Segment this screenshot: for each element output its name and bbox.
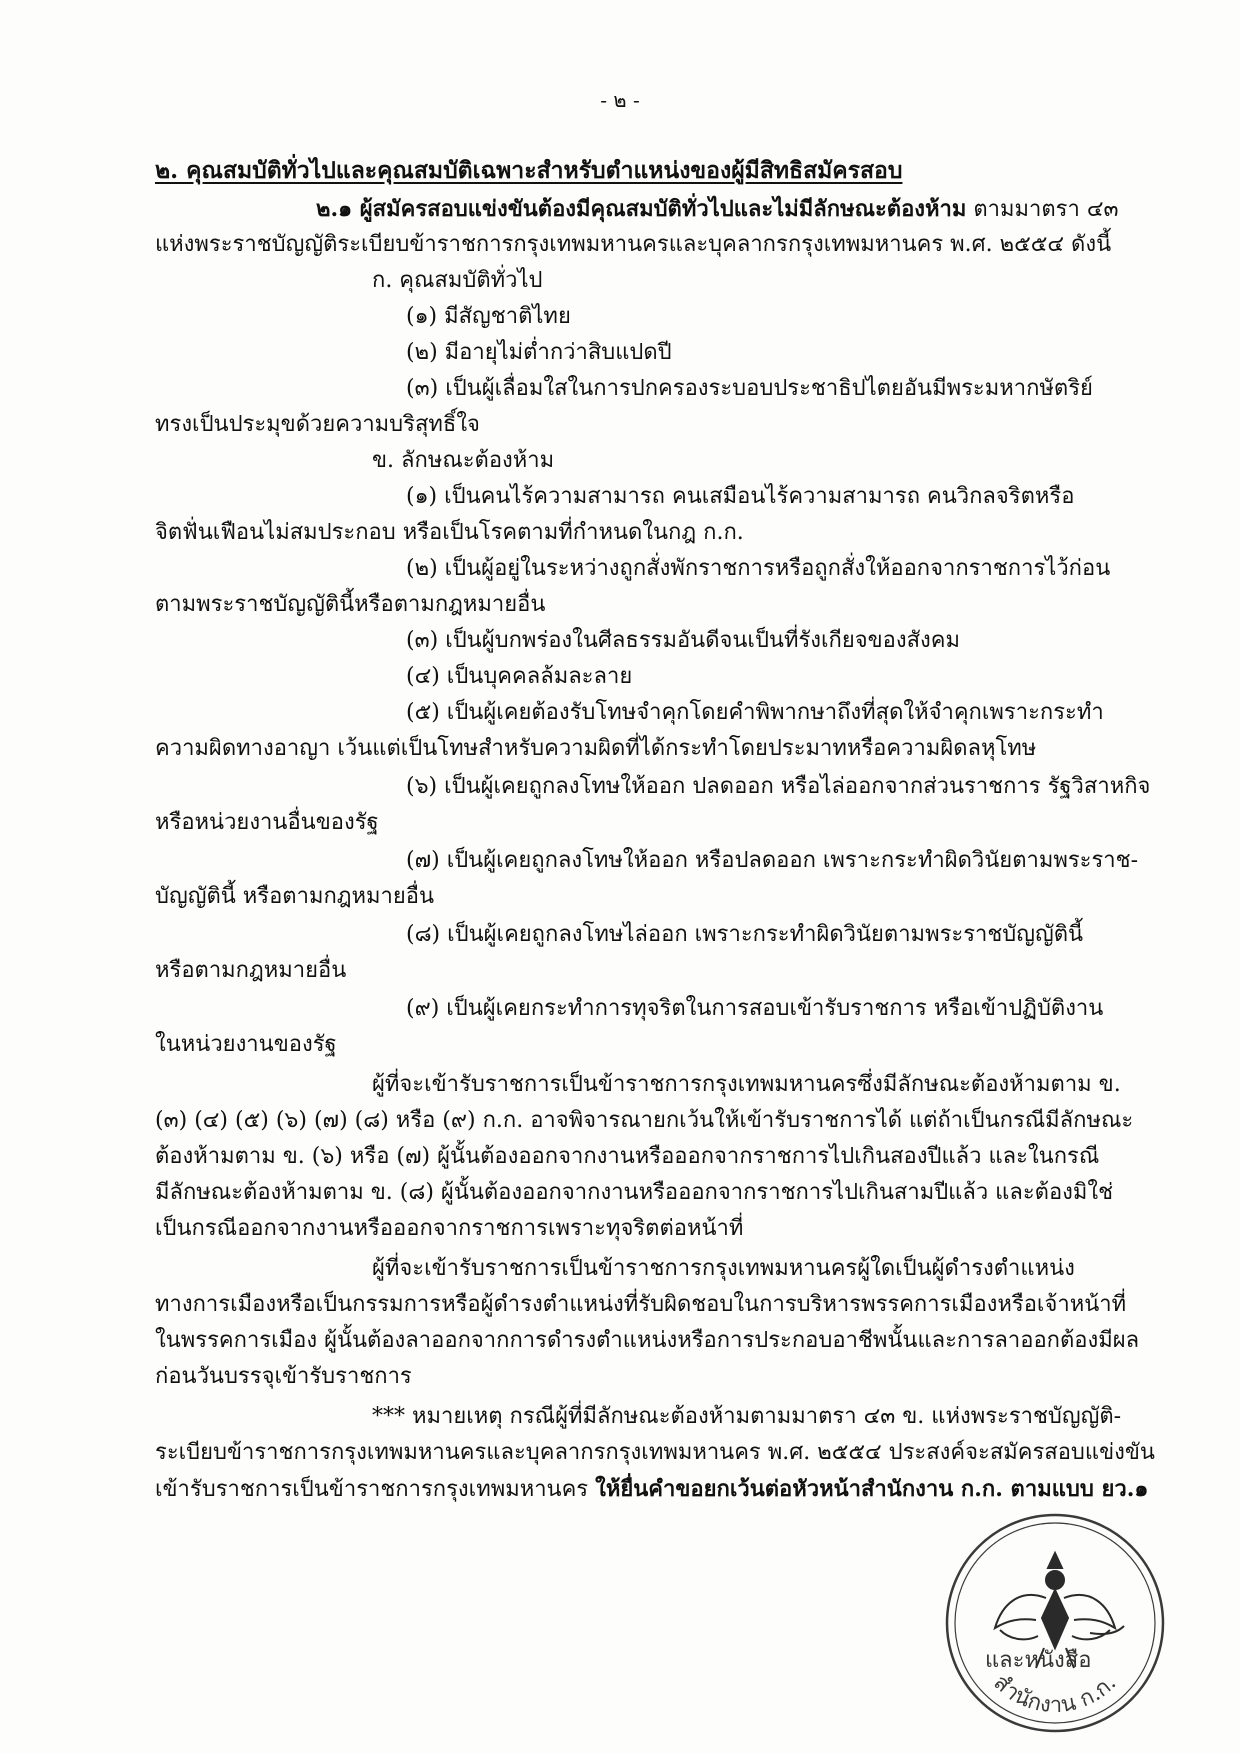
prohibited-item-1b: จิตฟั่นเฟือนไม่สมประกอบ หรือเป็นโรคตามที่กำหนดในกฎ ก.ก. [155,520,744,545]
prohibited-item-8a: (๘) เป็นผู้เคยถูกลงโทษไล่ออก เพราะกระทำผิดวินัยตามพระราชบัญญัตินี้ [406,922,1084,947]
prohibited-item-6b: หรือหน่วยงานอื่นของรัฐ [155,810,379,835]
section-2-1-line2: แห่งพระราชบัญญัติระเบียบข้าราชการกรุงเทพมหานครและบุคลากรกรุงเทพมหานคร พ.ศ. ๒๕๕๔ ดังนี้ [155,232,1112,257]
paragraph-2-line-1: ผู้ที่จะเข้ารับราชการเป็นข้าราชการกรุงเทพมหานครผู้ใดเป็นผู้ดำรงตำแหน่ง [372,1256,1075,1281]
paragraph-1-line-5: เป็นกรณีออกจากงานหรือออกจากราชการเพราะทุจริตต่อหน้าที่ [155,1216,744,1241]
page-number: - ๒ - [600,88,640,112]
prohibited-item-1a: (๑) เป็นคนไร้ความสามารถ คนเสมือนไร้ความสามารถ คนวิกลจริตหรือ [406,484,1075,509]
section-2-1-bold: ๒.๑ ผู้สมัครสอบแข่งขันต้องมีคุณสมบัติทั่วไปและไม่มีลักษณะต้องห้าม [316,196,967,222]
general-item-3: (๓) เป็นผู้เลื่อมใสในการปกครองระบอบประชาธิปไตยอันมีพระมหากษัตริย์ [406,376,1093,401]
note-line-3-normal: เข้ารับราชการเป็นข้าราชการกรุงเทพมหานคร [155,1477,596,1502]
paragraph-1-line-1: ผู้ที่จะเข้ารับราชการเป็นข้าราชการกรุงเทพมหานครซึ่งมีลักษณะต้องห้ามตาม ข. [372,1072,1121,1097]
prohibited-item-9a: (๙) เป็นผู้เคยกระทำการทุจริตในการสอบเข้ารับราชการ หรือเข้าปฏิบัติงาน [406,996,1104,1021]
general-item-3-cont: ทรงเป็นประมุขด้วยความบริสุทธิ์ใจ [155,412,480,437]
general-item-2: (๒) มีอายุไม่ต่ำกว่าสิบแปดปี [406,340,672,365]
paragraph-1-line-4: มีลักษณะต้องห้ามตาม ข. (๘) ผู้นั้นต้องออกจากงานหรือออกจากราชการไปเกินสามปีแล้ว และต้องมิใช่ [155,1180,1114,1205]
note-line-4: และหนังสือ [985,1648,1092,1673]
paragraph-1-line-3: ต้องห้ามตาม ข. (๖) หรือ (๗) ผู้นั้นต้องออกจากงานหรือออกจากราชการไปเกินสองปีแล้ว และในกรณี [155,1144,1100,1169]
prohibited-item-5b: ความผิดทางอาญา เว้นแต่เป็นโทษสำหรับความผิดที่ได้กระทำโดยประมาทหรือความผิดลหุโทษ [155,736,1037,761]
seal-text: สำนักงาน ก.ก. [988,1670,1122,1719]
note-line-2: ระเบียบข้าราชการกรุงเทพมหานครและบุคลากรกรุงเทพมหานคร พ.ศ. ๒๕๕๔ ประสงค์จะสมัครสอบแข่งขัน [155,1440,1155,1465]
paragraph-2-line-4: ก่อนวันบรรจุเข้ารับราชการ [155,1364,412,1389]
prohibited-item-2a: (๒) เป็นผู้อยู่ในระหว่างถูกสั่งพักราชการหรือถูกสั่งให้ออกจากราชการไว้ก่อน [406,556,1111,581]
prohibited-item-9b: ในหน่วยงานของรัฐ [155,1032,337,1057]
prohibited-item-5a: (๕) เป็นผู้เคยต้องรับโทษจำคุกโดยคำพิพากษาถึงที่สุดให้จำคุกเพราะกระทำ [406,700,1104,725]
section-2-1-line1 [316,194,1119,225]
paragraph-2-line-3: ในพรรคการเมือง ผู้นั้นต้องลาออกจากการดำรงตำแหน่งหรือการประกอบอาชีพนั้นและการลาออกต้องมีผล [155,1328,1140,1353]
section-2-1-rest: ตามมาตรา ๔๓ [966,197,1119,222]
prohibited-item-7a: (๗) เป็นผู้เคยถูกลงโทษให้ออก หรือปลดออก เพราะกระทำผิดวินัยตามพระราช- [406,848,1139,873]
paragraph-2-line-2: ทางการเมืองหรือเป็นกรรมการหรือผู้ดำรงตำแหน่งที่รับผิดชอบในการบริหารพรรคการเมืองหรือเจ้าหน้าที่ [155,1292,1127,1317]
note-line-3-bold: ให้ยื่นคำขอยกเว้นต่อหัวหน้าสำนักงาน ก.ก. ตามแบบ ยว.๑ [595,1476,1149,1502]
prohibited-item-7b: บัญญัตินี้ หรือตามกฎหมายอื่น [155,884,435,909]
general-title: ก. คุณสมบัติทั่วไป [372,268,543,293]
note-line-3 [155,1474,1148,1505]
general-item-1: (๑) มีสัญชาติไทย [406,304,571,329]
prohibited-item-2b: ตามพระราชบัญญัตินี้หรือตามกฎหมายอื่น [155,592,546,617]
note-line-1: *** หมายเหตุ กรณีผู้ที่มีลักษณะต้องห้ามตามมาตรา ๔๓ ข. แห่งพระราชบัญญัติ- [372,1404,1122,1429]
prohibited-item-8b: หรือตามกฎหมายอื่น [155,958,347,983]
paragraph-1-line-2: (๓) (๔) (๕) (๖) (๗) (๘) หรือ (๙) ก.ก. อาจพิจารณายกเว้นให้เข้ารับราชการได้ แต่ถ้าเป็นกรณีมีลักษณะ [155,1108,1134,1133]
prohibited-item-4: (๔) เป็นบุคคลล้มละลาย [406,664,633,689]
prohibited-title: ข. ลักษณะต้องห้าม [372,448,555,473]
prohibited-item-6a: (๖) เป็นผู้เคยถูกลงโทษให้ออก ปลดออก หรือไล่ออกจากส่วนราชการ รัฐวิสาหกิจ [406,774,1151,799]
prohibited-item-3: (๓) เป็นผู้บกพร่องในศีลธรรมอันดีจนเป็นที่รังเกียจของสังคม [406,628,961,653]
section-heading: ๒. คุณสมบัติทั่วไปและคุณสมบัติเฉพาะสำหรับตำแหน่งของผู้มีสิทธิสมัครสอบ [155,157,903,184]
official-seal [940,1508,1170,1738]
